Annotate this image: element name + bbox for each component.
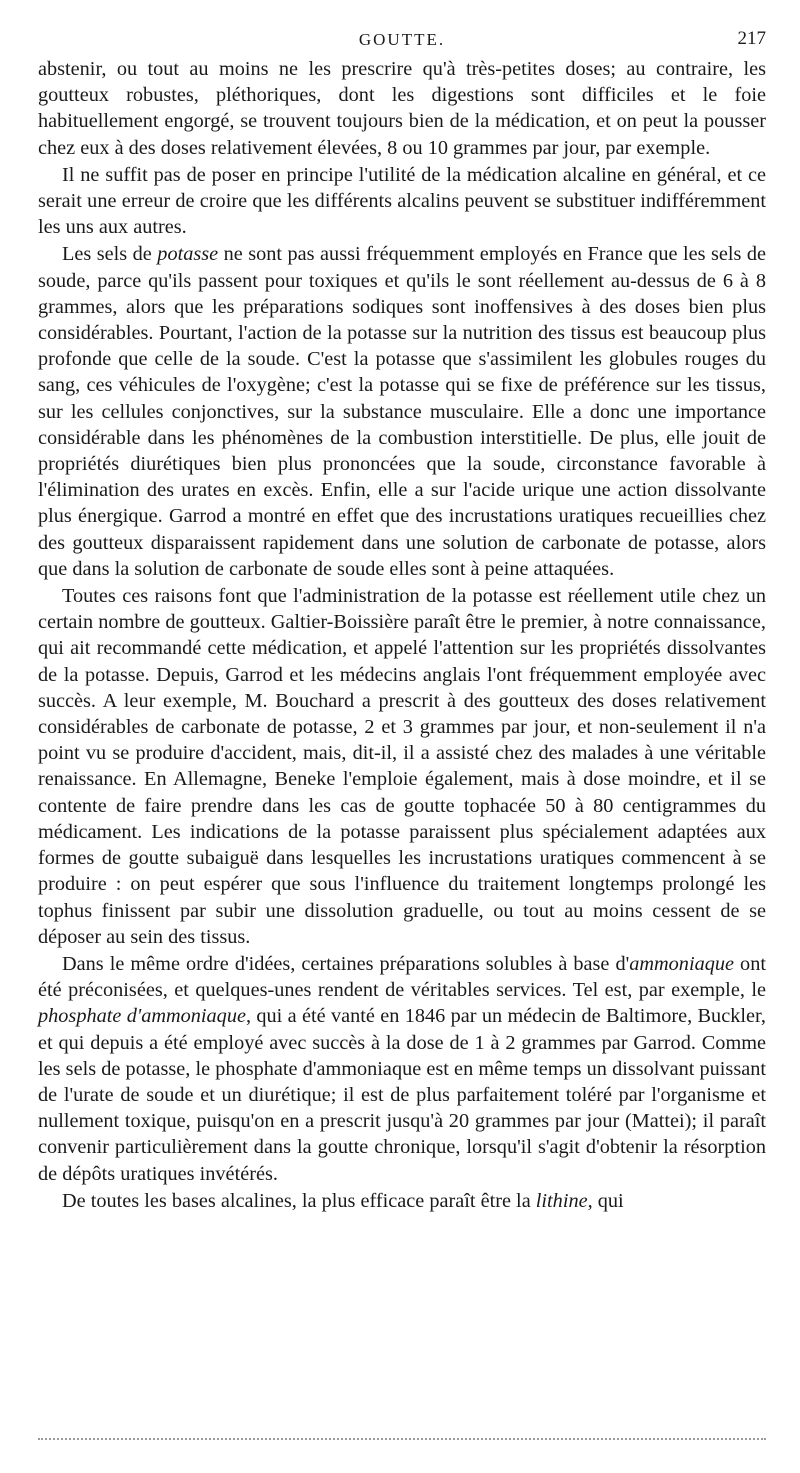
italic-term: lithine bbox=[535, 1189, 588, 1212]
italic-term: potasse bbox=[157, 243, 219, 266]
book-page bbox=[38, 26, 766, 1214]
text-run: abstenir, ou tout au moins ne les prescrire qu'à très-petites doses; au contraire, les goutteux robustes, pléthoriques, dont les digestions sont difficiles et le foie habituellement engorgé, se trouvent toujours bien de la médication, et on peut la pousser chez eux à des doses relativement élevées, 8 ou 10 grammes par jour, par exemple. bbox=[38, 58, 766, 159]
paragraph bbox=[38, 583, 766, 950]
text-run: Il ne suffit pas de poser en principe l'utilité de la médication alcaline en général, et ce serait une erreur de croire que les différents alcalins peuvent se substituer indifféremment les uns aux autres. bbox=[38, 163, 766, 239]
paragraph bbox=[38, 56, 766, 161]
text-run: De toutes les bases alcalines, la plus efficace paraît être la bbox=[62, 1189, 536, 1212]
italic-term: ammoniaque bbox=[629, 952, 735, 975]
text-run: Toutes ces raisons font que l'administration de la potasse est réellement utile chez un certain nombre de goutteux. Galtier-Boissière paraît être le premier, à notre connaissance, qui ait recommandé cette médication, et appelé l'attention sur les propriétés dissolvantes de la potasse. Depuis, Garrod et les médecins anglais l'ont fréquemment employée avec succès. A leur exemple, M. Bouchard a prescrit à des goutteux des doses relativement considérables de carbonate de potasse, 2 et 3 grammes par jour, et non-seulement il n'a point vu se produire d'accident, mais, dit-il, il a assisté chez des malades à une véritable renaissance. En Allemagne, Beneke l'emploie également, mais à dose moindre, et il se contente de faire prendre dans les cas de goutte tophacée 50 à 80 centigrammes du médicament. Les indications de la potasse paraissent plus spécialement adaptées aux formes de goutte subaiguë dans lesquelles les incrustations uratiques commencent à se produire : on peut espérer que sous l'influence du traitement longtemps prolongé les tophus finissent par subir une dissolution graduelle, ou tout au moins cessent de se déposer au sein des tissus. bbox=[38, 585, 766, 948]
text-run: , qui bbox=[587, 1189, 624, 1212]
text-run: ont été préconisées, et quelques-unes rendent de véritables services. Tel est, par exemple, le bbox=[38, 952, 766, 1002]
paragraph bbox=[38, 1188, 766, 1214]
text-run: Dans le même ordre d'idées, certaines préparations solubles à base d' bbox=[62, 952, 630, 975]
body-text bbox=[38, 56, 766, 1214]
running-header bbox=[38, 26, 766, 56]
running-title: GOUTTE. bbox=[358, 30, 446, 49]
footer-dotted-rule bbox=[38, 1438, 766, 1440]
text-run: Les sels de bbox=[62, 243, 158, 266]
text-run: , qui a été vanté en 1846 par un médecin de Baltimore, Buckler, et qui depuis a été employé avec succès à la dose de 1 à 2 grammes par Garrod. Comme les sels de potasse, le phosphate d'ammoniaque est en même temps un dissolvant puissant de l'urate de soude et un diurétique; il est de plus parfaitement toléré par l'organisme et nullement toxique, puisqu'on en a prescrit jusqu'à 20 grammes par jour (Mattei); il paraît convenir particulièrement dans la goutte chronique, lorsqu'il s'agit d'obtenir la résorption de dépôts uratiques invétérés. bbox=[38, 1005, 766, 1185]
page-number: 217 bbox=[737, 28, 766, 49]
paragraph bbox=[38, 951, 766, 1187]
italic-term: phosphate d'ammoniaque bbox=[38, 1005, 246, 1028]
text-run: ne sont pas aussi fréquemment employés en France que les sels de soude, parce qu'ils passent pour toxiques et qu'ils le sont réellement au-dessus de 6 à 8 grammes, alors que les préparations sodiques sont inoffensives à des doses bien plus considérables. Pourtant, l'action de la potasse sur la nutrition des tissus est beaucoup plus profonde que celle de la soude. C'est la potasse que s'assimilent les globules rouges du sang, ces véhicules de l'oxygène; c'est la potasse qui se fixe de préférence sur les tissus, sur les cellules conjonctives, sur la substance musculaire. Elle a donc une importance considérable dans les phénomènes de la combustion interstitielle. De plus, elle jouit de propriétés diurétiques bien plus prononcées que la soude, circonstance favorable à l'élimination des urates en excès. Enfin, elle a sur l'acide urique une action dissolvante plus énergique. Garrod a montré en effet que des incrustations uratiques recueillies chez des goutteux disparaissent rapidement dans une solution de carbonate de potasse, alors que dans la solution de carbonate de soude elles sont à peine attaquées. bbox=[38, 243, 766, 580]
paragraph bbox=[38, 162, 766, 241]
paragraph bbox=[38, 241, 766, 582]
